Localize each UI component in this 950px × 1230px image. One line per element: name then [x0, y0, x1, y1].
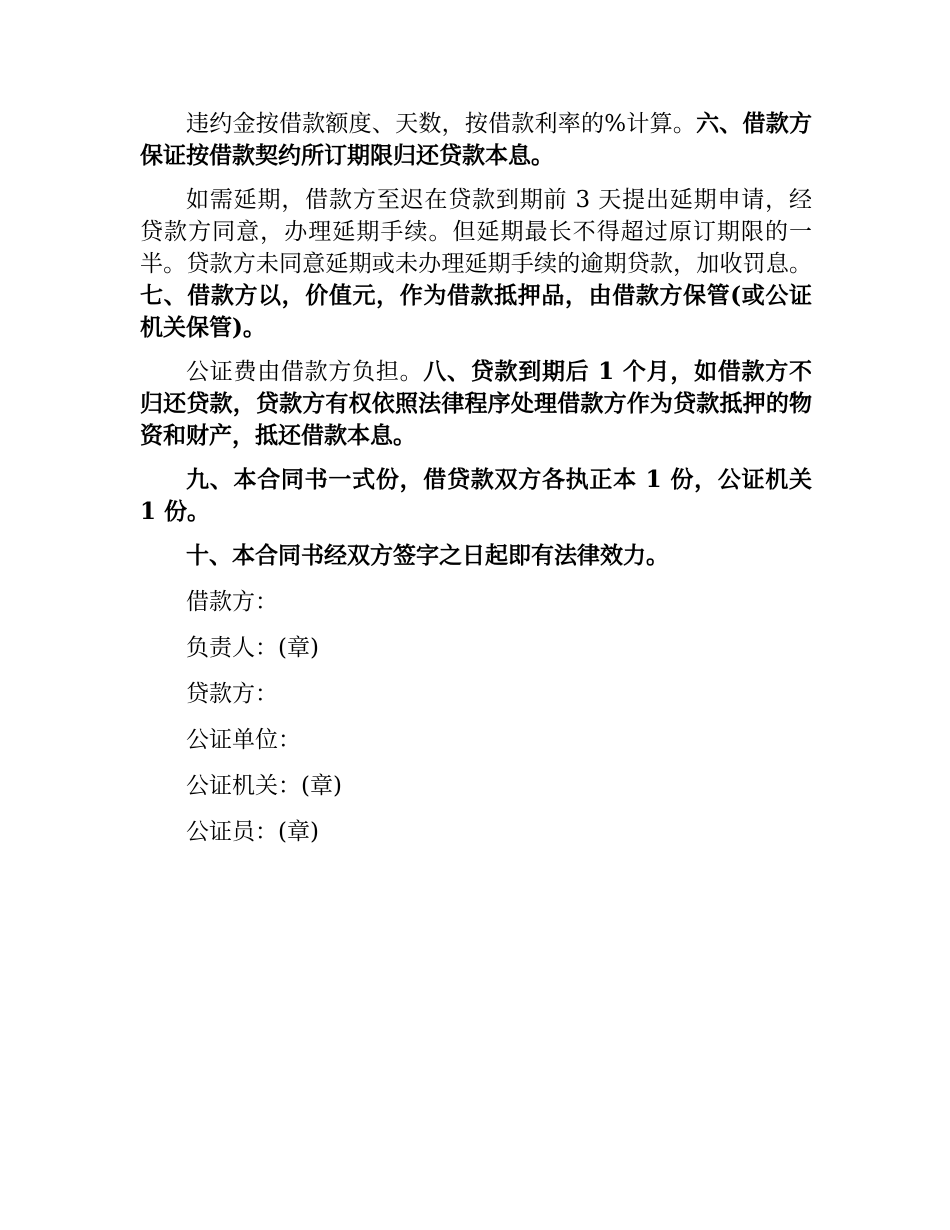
paragraph-notary-fee-clause [140, 356, 812, 452]
document-page [140, 108, 812, 860]
clause-eight-heading: 八、贷款到期后 1 个月，如借款方不归还贷款，贷款方有权依照法律程序处理借款方作为贷款抵押的物资和财产，抵还借款本息。 [140, 358, 812, 449]
signature-notary-unit: 公证单位： [186, 727, 301, 753]
paragraph-clause-nine [140, 464, 812, 528]
signature-lender: 贷款方： [186, 681, 278, 707]
paragraph-extension-clause [140, 184, 812, 344]
penalty-text: 违约金按借款额度、天数，按借款利率的%计算。 [186, 111, 697, 137]
paragraph-penalty-clause [140, 108, 812, 172]
paragraph-clause-ten [140, 540, 812, 572]
notary-fee-text: 公证费由借款方负担。 [186, 359, 424, 385]
signature-responsible-person: 负责人：(章) [186, 635, 319, 661]
signature-notary-office: 公证机关：(章) [186, 773, 342, 799]
clause-six-heading: 六、借款方保证按借款契约所订期限归还贷款本息。 [140, 110, 813, 169]
clause-seven-heading: 七、借款方以，价值元，作为借款抵押品，由借款方保管(或公证机关保管)。 [140, 282, 812, 341]
signature-borrower: 借款方： [186, 589, 278, 615]
clause-ten-heading: 十、本合同书经双方签字之日起即有法律效力。 [186, 542, 669, 569]
signature-notary: 公证员：(章) [186, 819, 319, 845]
clause-nine-heading: 九、本合同书一式份，借贷款双方各执正本 1 份，公证机关 1 份。 [140, 466, 812, 525]
extension-text: 如需延期，借款方至迟在贷款到期前 3 天提出延期申请，经贷款方同意，办理延期手续。但延期最长不得超过原订期限的一半。贷款方未同意延期或未办理延期手续的逾期贷款，加收罚息。 [140, 187, 812, 277]
